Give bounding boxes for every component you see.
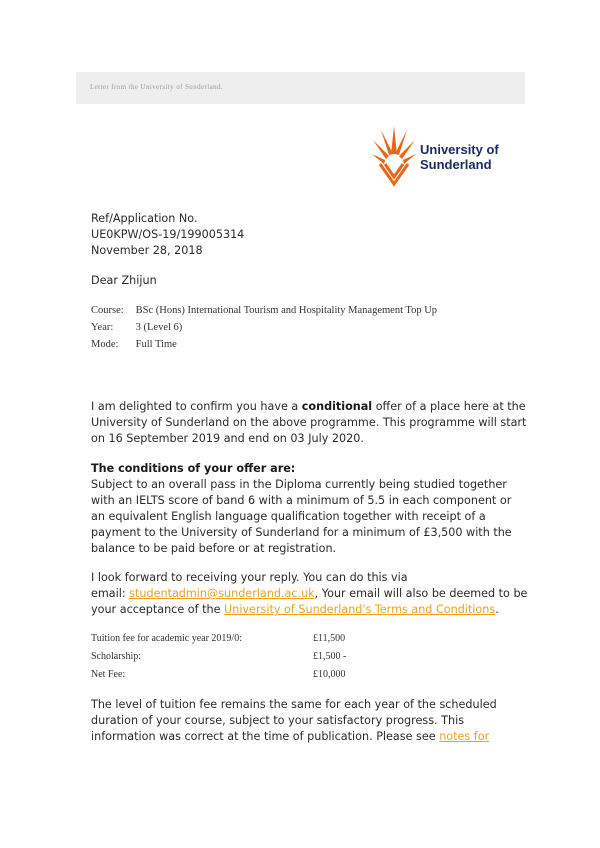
- mode-key: Mode:: [91, 339, 119, 350]
- mode-value: Full Time: [135, 339, 177, 350]
- fee-label: Net Fee:: [91, 669, 126, 680]
- conditions-heading-text: The conditions of your offer are:: [91, 462, 296, 475]
- fee-label: Tuition fee for academic year 2019/0:: [91, 633, 242, 644]
- offer-line-1: [91, 399, 526, 415]
- fee-row-scholarship: [91, 651, 347, 662]
- student-admin-email-link[interactable]: studentadmin@sunderland.ac.uk: [129, 587, 315, 600]
- year-row: [91, 322, 182, 333]
- fee-value: £11,500: [313, 633, 346, 644]
- closing-line-3: [91, 729, 489, 745]
- reply-line-1: I look forward to receiving your reply. You can do this via: [91, 571, 408, 584]
- logo-line-1: University of: [420, 142, 499, 157]
- reply-line-2: [91, 586, 527, 602]
- fee-label: Scholarship:: [91, 651, 141, 662]
- conditions-line: an equivalent English language qualification together with receipt of a: [91, 510, 486, 523]
- ref-number: UE0KPW/OS-19/199005314: [91, 228, 245, 241]
- email-prefix: email:: [91, 587, 130, 600]
- logo-line-2: Sunderland: [420, 157, 492, 172]
- conditions-line: payment to the University of Sunderland for a minimum of £3,500 with the: [91, 526, 512, 539]
- conditions-line: with an IELTS score of band 6 with a minimum of 5.5 in each component or: [91, 494, 512, 507]
- fee-row-tuition: [91, 633, 346, 644]
- year-key: Year:: [91, 322, 114, 333]
- sunburst-emblem-icon: [372, 124, 416, 188]
- fee-value: £10,000: [313, 669, 346, 680]
- header-text: Letter from the University of Sunderland.: [90, 83, 224, 91]
- acceptance-prefix: your acceptance of the: [91, 603, 225, 616]
- offer-line-3: on 16 September 2019 and end on 03 July 2020.: [91, 432, 364, 445]
- letter-date: November 28, 2018: [91, 244, 203, 257]
- course-key: Course:: [91, 305, 124, 316]
- offer-text-pre: I am delighted to confirm you have a: [91, 400, 302, 413]
- ref-label: Ref/Application No.: [91, 212, 198, 225]
- logo-text: [420, 142, 499, 172]
- conditions-heading: [91, 461, 295, 477]
- conditions-line: balance to be paid before or at registration.: [91, 542, 337, 555]
- course-row: [91, 305, 437, 316]
- fee-value: £1,500 -: [313, 651, 347, 662]
- notes-link[interactable]: notes for: [439, 730, 490, 743]
- year-value: 3 (Level 6): [135, 322, 183, 333]
- greeting: Dear Zhijun: [91, 274, 157, 287]
- terms-and-conditions-link[interactable]: University of Sunderland's Terms and Conditions: [224, 603, 496, 616]
- closing-text: information was correct at the time of publication. Please see: [91, 730, 440, 743]
- conditions-line: Subject to an overall pass in the Diploma currently being studied together: [91, 478, 507, 491]
- closing-line-1: The level of tuition fee remains the same for each year of the scheduled: [91, 698, 497, 711]
- letter-header-bar: [76, 72, 525, 104]
- reply-line-3: [91, 602, 499, 618]
- period: .: [495, 603, 499, 616]
- university-logo: [372, 124, 522, 190]
- conditional-emphasis: conditional: [301, 400, 373, 413]
- mode-row: [91, 339, 177, 350]
- fee-row-net: [91, 669, 346, 680]
- course-value: BSc (Hons) International Tourism and Hospitality Management Top Up: [135, 305, 438, 316]
- offer-text-post: offer of a place here at the: [372, 400, 526, 413]
- reply-text-post: , Your email will also be deemed to be: [314, 587, 528, 600]
- offer-line-2: University of Sunderland on the above programme. This programme will start: [91, 416, 527, 429]
- closing-line-2: duration of your course, subject to your satisfactory progress. This: [91, 714, 465, 727]
